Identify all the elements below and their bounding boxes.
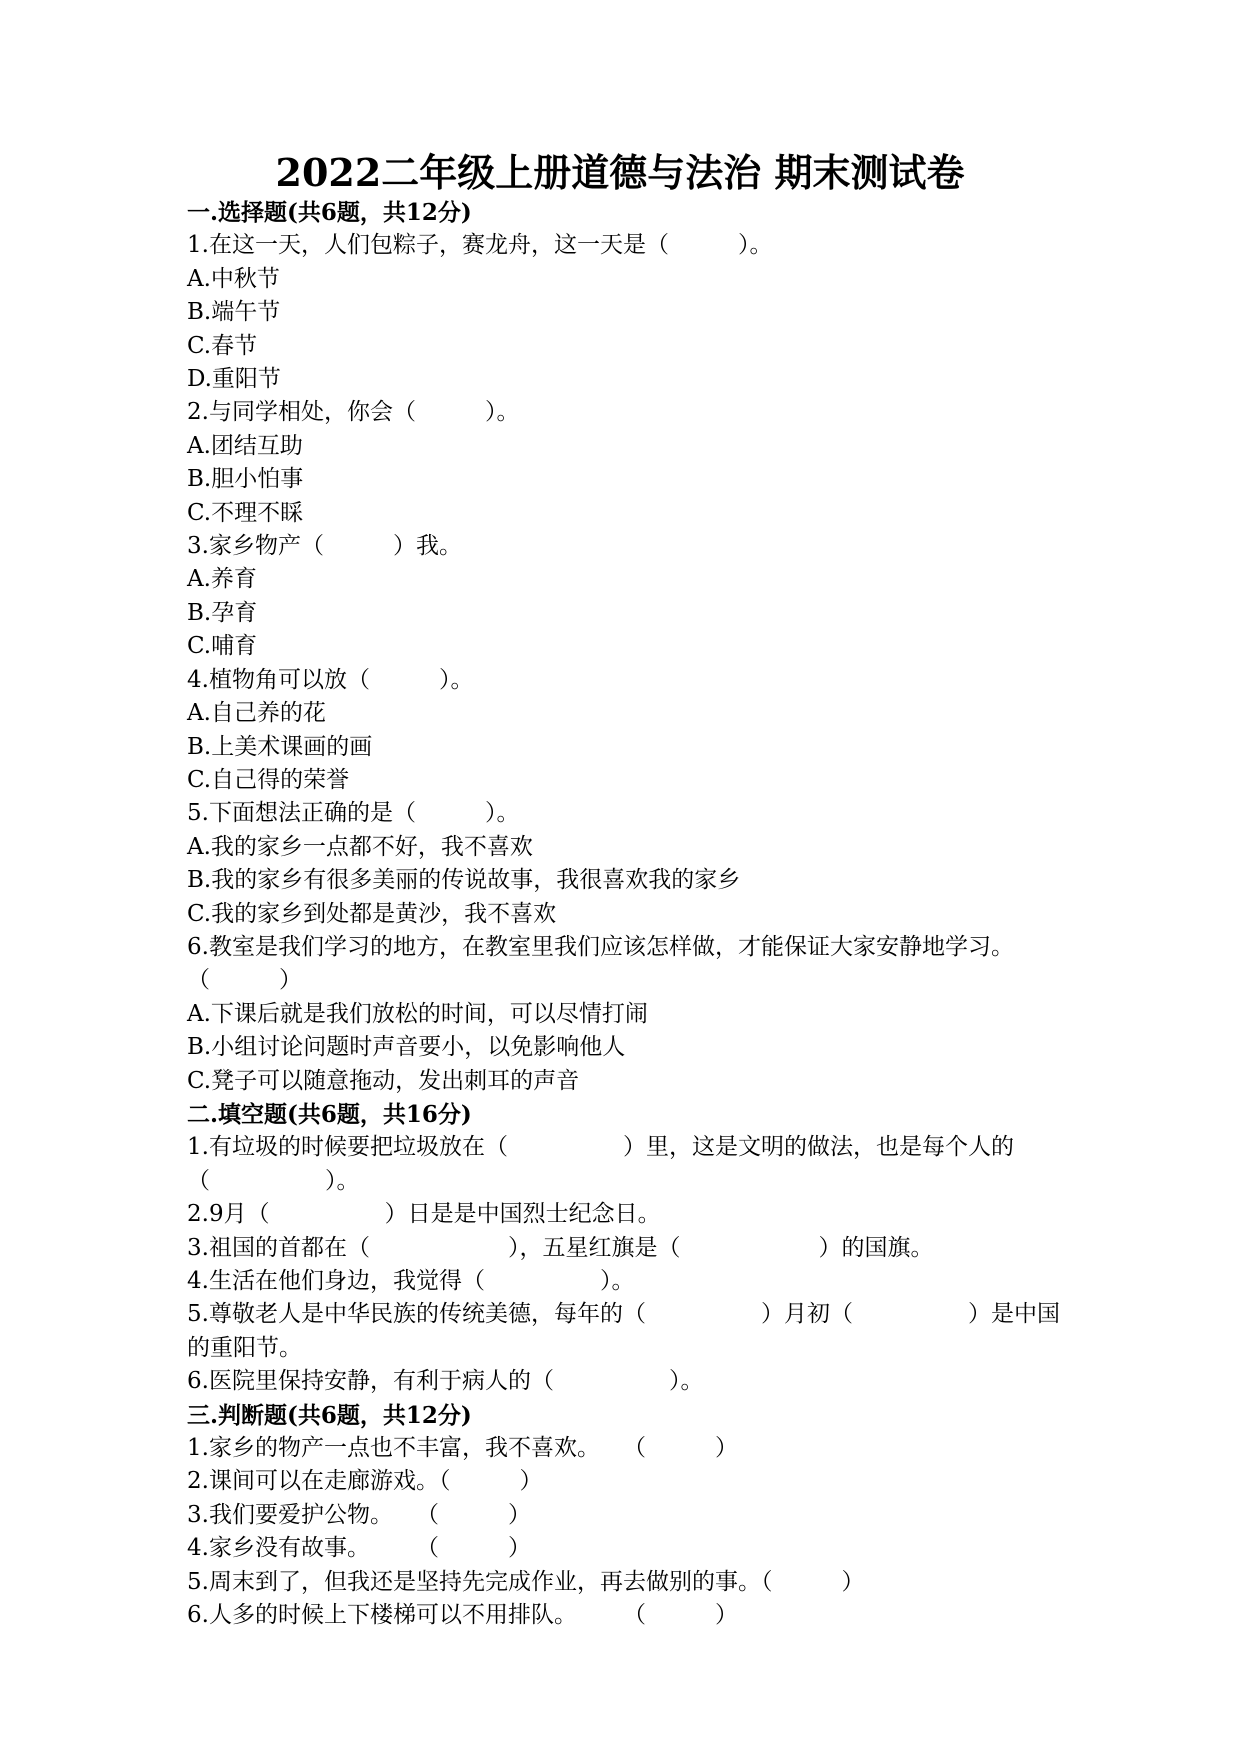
question-option: A.中秋节 <box>187 265 280 292</box>
question-option: B.孕育 <box>187 599 258 626</box>
fill-item: 5.尊敬老人是中华民族的传统美德，每年的（ ）月初（ ）是中国的重阳节。 <box>187 1301 1060 1361</box>
question-option: A.养育 <box>187 566 257 593</box>
section-heading-fill: 二.填空题(共6题，共16分) <box>187 1100 472 1128</box>
question-stem: 1.在这一天，人们包粽子，赛龙舟，这一天是（ ）。 <box>187 232 773 259</box>
question-option: B.上美术课画的画 <box>187 733 373 760</box>
fill-item: 2.9月（ ）日是是中国烈士纪念日。 <box>187 1201 661 1228</box>
judge-item: 1.家乡的物产一点也不丰富，我不喜欢。 （ ） <box>187 1435 738 1462</box>
question-stem: 2.与同学相处，你会（ ）。 <box>187 399 520 426</box>
fill-item: 1.有垃圾的时候要把垃圾放在（ ）里，这是文明的做法，也是每个人的（ ）。 <box>187 1134 1014 1194</box>
question-option: B.端午节 <box>187 299 281 326</box>
question-option: C.凳子可以随意拖动，发出刺耳的声音 <box>187 1067 580 1094</box>
question-option: B.胆小怕事 <box>187 466 304 493</box>
section-heading-judge: 三.判断题(共6题，共12分) <box>187 1401 472 1429</box>
page-title: 2022二年级上册道德与法治 期末测试卷 <box>275 150 965 195</box>
question-stem: 3.家乡物产（ ）我。 <box>187 533 462 560</box>
judge-item: 5.周末到了，但我还是坚持先完成作业，再去做别的事。（ ） <box>187 1568 865 1595</box>
judge-item: 3.我们要爱护公物。 （ ） <box>187 1501 531 1528</box>
question-option: C.春节 <box>187 332 258 359</box>
question-option: C.不理不睬 <box>187 499 304 526</box>
fill-item: 4.生活在他们身边，我觉得（ ）。 <box>187 1268 635 1294</box>
question-stem: 5.下面想法正确的是（ ）。 <box>187 800 520 827</box>
question-option: A.自己养的花 <box>187 700 326 727</box>
exam-content <box>187 196 1067 1632</box>
question-option: D.重阳节 <box>187 366 281 393</box>
question-option: A.我的家乡一点都不好，我不喜欢 <box>187 833 533 860</box>
question-option: C.哺育 <box>187 633 258 660</box>
section-heading-choice: 一.选择题(共6题，共12分) <box>187 199 472 226</box>
question-option: B.小组讨论问题时声音要小，以免影响他人 <box>187 1034 626 1061</box>
fill-item: 3.祖国的首都在（ ），五星红旗是（ ）的国旗。 <box>187 1234 934 1261</box>
fill-item: 6.医院里保持安静，有利于病人的（ ）。 <box>187 1368 704 1395</box>
question-option: C.我的家乡到处都是黄沙，我不喜欢 <box>187 900 557 927</box>
question-stem: 4.植物角可以放（ ）。 <box>187 666 474 693</box>
question-option: C.自己得的荣誉 <box>187 766 350 793</box>
judge-item: 4.家乡没有故事。 （ ） <box>187 1535 531 1562</box>
question-option: A.下课后就是我们放松的时间，可以尽情打闹 <box>187 1000 648 1027</box>
judge-item: 2.课间可以在走廊游戏。（ ） <box>187 1468 543 1495</box>
judge-item: 6.人多的时候上下楼梯可以不用排队。 （ ） <box>187 1602 738 1629</box>
question-stem: 6.教室是我们学习的地方，在教室里我们应该怎样做，才能保证大家安静地学习。（ ） <box>187 933 1014 994</box>
question-option: A.团结互助 <box>187 432 303 459</box>
question-option: B.我的家乡有很多美丽的传说故事，我很喜欢我的家乡 <box>187 867 741 894</box>
